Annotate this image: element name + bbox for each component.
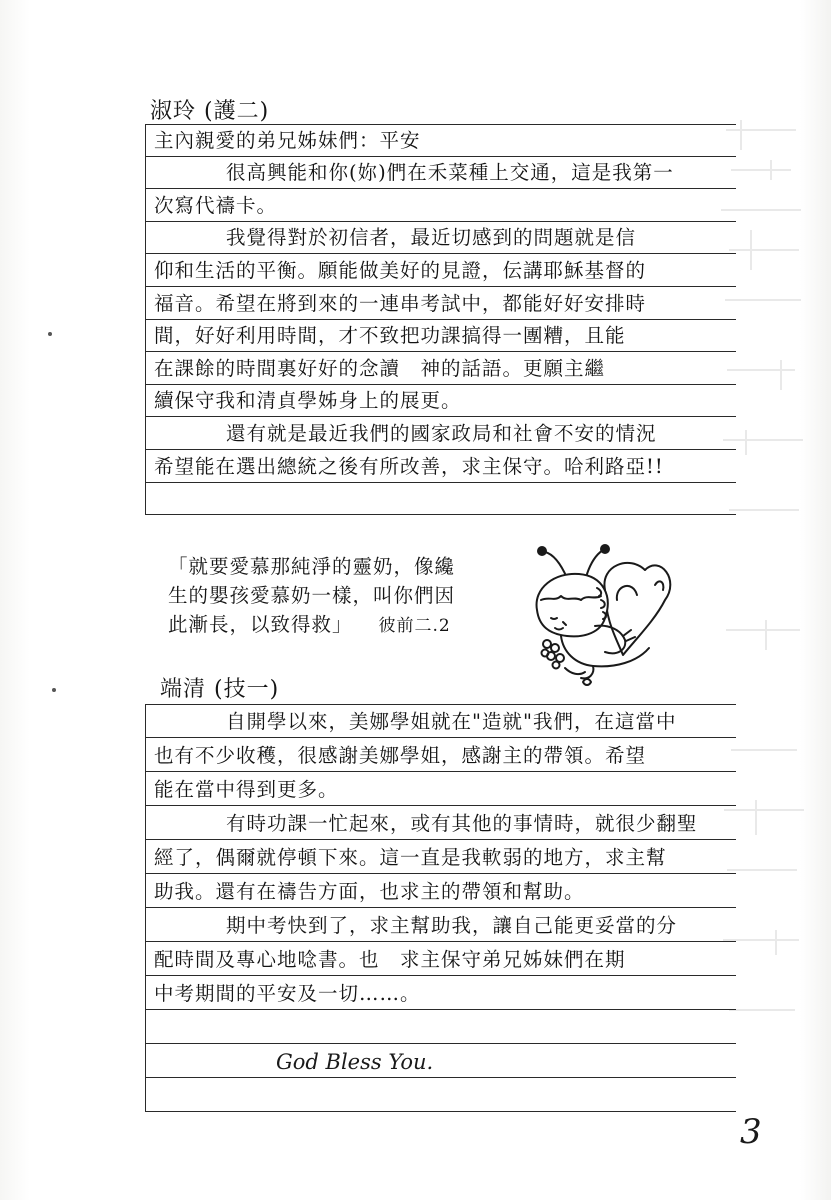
- letter2-line: [146, 1010, 736, 1044]
- letter1-line: [146, 320, 736, 353]
- letter1-author: 淑玲 (護二): [150, 99, 270, 124]
- letter1-line: [146, 189, 736, 222]
- letter2-line: [146, 840, 736, 874]
- letter1-line-text: 很高興能和你(妳)們在禾菜種上交通，這是我第一: [226, 161, 674, 185]
- verse-line: [168, 610, 455, 641]
- letter2-line: [146, 704, 736, 738]
- letter2-line-text: 期中考快到了，求主幫助我，讓自己能更妥當的分: [226, 914, 678, 937]
- letter1-line: [146, 157, 736, 190]
- letter2-line: [146, 908, 736, 942]
- verse-reference: 彼前二.2: [378, 616, 451, 636]
- letter2-line: [146, 942, 736, 976]
- verse-line-text: 此漸長，以致得救」: [168, 613, 353, 636]
- letter1-line: [146, 254, 736, 287]
- letter2-line: [146, 1078, 736, 1112]
- verse-line: 「就要愛慕那純淨的靈奶，像纔: [168, 555, 456, 578]
- angel-heart-doodle-icon: [505, 540, 675, 690]
- letter1-line: [146, 124, 736, 157]
- letter1-line: [146, 417, 736, 450]
- letter2-line-text: 自開學以來，美娜學姐就在"造就"我們，在這當中: [226, 710, 677, 733]
- letter2-line-text: 配時間及專心地唸書。也 求主保守弟兄姊妹們在期: [154, 948, 626, 971]
- page-number: 3: [740, 1112, 762, 1152]
- letter1-line-text: 福音。希望在將到來的一連串考試中，都能好好安排時: [154, 291, 647, 315]
- letter2-line-text: 經了，偶爾就停頓下來。這一直是我軟弱的地方，求主幫: [154, 846, 667, 869]
- letter1-line-text: 希望能在選出總統之後有所改善，求主保守。哈利路亞!!: [154, 454, 664, 478]
- letter1-ruled-block: [145, 124, 736, 515]
- letter2-line-text: 有時功課一忙起來，或有其他的事情時，就很少翻聖: [226, 812, 698, 835]
- letter2-line: [146, 976, 736, 1010]
- letter1-line-text: 我覺得對於初信者，最近切感到的問題就是信: [226, 226, 637, 250]
- letter1-line-text: 間，好好利用時間，才不致把功課搞得一團糟，且能: [154, 324, 626, 348]
- letter2-line-text: 也有不少收穫，很感謝美娜學姐，感謝主的帶領。希望: [154, 744, 647, 767]
- letter1-line-text: 主內親愛的弟兄姊妹們：平安: [154, 128, 421, 152]
- letter2-line: [146, 874, 736, 908]
- letter1-line: [146, 385, 736, 418]
- letter2-line-text: 中考期間的平安及一切……。: [154, 982, 421, 1005]
- letter1-line: [146, 483, 736, 516]
- letter1-line-text: 還有就是最近我們的國家政局和社會不安的情況: [226, 421, 657, 445]
- letter1-line: [146, 450, 736, 483]
- letter2-line-text: 能在當中得到更多。: [154, 778, 339, 801]
- letter1-line-text: 續保守我和清貞學姊身上的展更。: [154, 389, 462, 413]
- letter1-line: [146, 352, 736, 385]
- letter2-line: [146, 806, 736, 840]
- letter2-ruled-block: [145, 704, 736, 1112]
- letter2-line-text: 助我。還有在禱告方面，也求主的帶領和幫助。: [154, 880, 585, 903]
- verse-line: 生的嬰孩愛慕奶一樣，叫你們因: [168, 584, 456, 607]
- letter2-line: [146, 772, 736, 806]
- letter1-line-text: 在課餘的時間裏好好的念讀 神的話語。更願主繼: [154, 356, 606, 380]
- letter2-line: [146, 1044, 736, 1078]
- margin-mark: [48, 332, 52, 336]
- margin-mark: [52, 688, 56, 692]
- letter1-line: [146, 287, 736, 320]
- letter2-blessing: God Bless You.: [276, 1050, 434, 1074]
- scripture-verse: [168, 552, 455, 641]
- letter1-line: [146, 222, 736, 255]
- letter1-line-text: 次寫代禱卡。: [154, 193, 278, 217]
- letter2-line: [146, 738, 736, 772]
- letter2-author: 端清 (技一): [160, 677, 280, 702]
- letter1-line-text: 仰和生活的平衡。願能做美好的見證，伝講耶穌基督的: [154, 258, 647, 282]
